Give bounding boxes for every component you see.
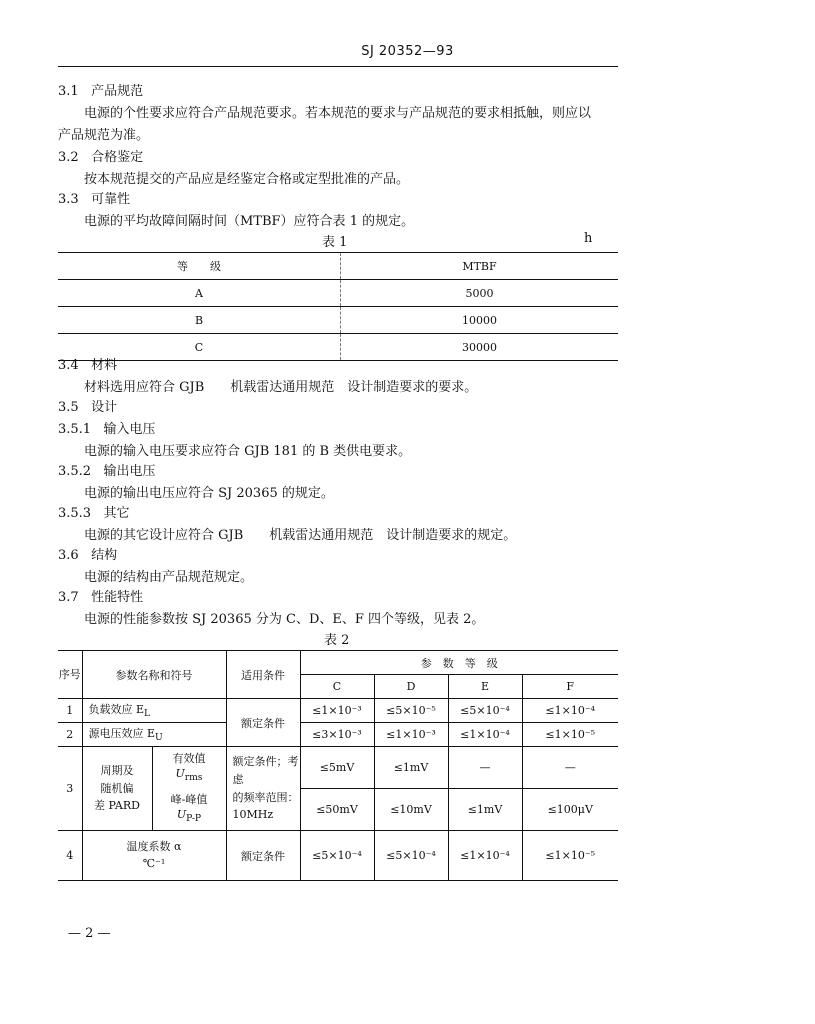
pard-line: 周期及 <box>100 764 134 778</box>
section-3-6-heading <box>58 544 117 563</box>
section-3-1-text-line-2: 产品规范为准。 <box>58 128 150 143</box>
section-number: 3.6 <box>58 548 79 563</box>
table-row <box>58 699 618 723</box>
section-3-2-text: 按本规范提交的产品应是经鉴定合格或定型批准的产品。 <box>84 172 410 187</box>
section-title: 结构 <box>91 548 118 563</box>
header-cond: 适用条件 <box>226 651 300 699</box>
grade-cell: B <box>58 307 341 334</box>
value-cell: ≤1mV <box>448 789 522 831</box>
cond-cell: 额定条件 <box>226 699 300 747</box>
table-row <box>58 280 618 307</box>
grade-c: C <box>300 675 374 699</box>
mtbf-cell: 5000 <box>341 280 619 307</box>
section-3-7-text: 电源的性能参数按 SJ 20365 分为 C、D、E、F 四个等级，见表 2。 <box>84 612 485 627</box>
table-1-unit: h <box>584 231 593 246</box>
section-number: 3.4 <box>58 358 79 373</box>
cond-cell: 额定条件 <box>226 831 300 881</box>
header-grade: 参 数 等 级 <box>300 651 618 675</box>
value-cell: ≤10mV <box>374 789 448 831</box>
section-number: 3.7 <box>58 590 79 605</box>
section-number: 3.5.1 <box>58 422 92 437</box>
pp-label-cell <box>152 789 226 831</box>
section-title: 设计 <box>91 400 118 415</box>
grade-d: D <box>374 675 448 699</box>
table-row <box>58 334 618 361</box>
table-header-row <box>58 253 618 280</box>
section-title: 材料 <box>91 358 118 373</box>
mtbf-cell: 10000 <box>341 307 619 334</box>
section-3-3-heading <box>58 188 130 207</box>
section-number: 3.5.3 <box>58 506 92 521</box>
section-title: 产品规范 <box>91 84 144 99</box>
cond-line: 额定条件；考虑 <box>232 755 299 786</box>
pard-line: 随机偏 <box>100 781 134 795</box>
value-cell: — <box>448 747 522 789</box>
value-cell: ≤1×10⁻³ <box>374 723 448 747</box>
section-title: 输入电压 <box>103 422 156 437</box>
param-cell <box>82 699 226 723</box>
seq-cell: 4 <box>58 831 82 881</box>
section-3-4-heading <box>58 354 117 373</box>
param-cell <box>82 723 226 747</box>
cond-line: 10MHz <box>232 808 274 822</box>
param-cell <box>82 831 226 881</box>
header-param: 参数名称和符号 <box>82 651 226 699</box>
section-title: 其它 <box>103 506 130 521</box>
value-cell: ≤1×10⁻⁵ <box>522 831 618 881</box>
table-row <box>58 307 618 334</box>
value-cell: ≤5×10⁻⁴ <box>300 831 374 881</box>
value-cell: ≤1×10⁻⁴ <box>522 699 618 723</box>
pard-label-cell <box>82 747 152 831</box>
section-title: 性能特性 <box>91 590 144 605</box>
section-3-3-text: 电源的平均故障间隔时间（MTBF）应符合表 1 的规定。 <box>84 214 415 229</box>
symbol-sub: rms <box>184 772 203 784</box>
section-3-4-text: 材料选用应符合 GJB 机载雷达通用规范 设计制造要求的要求。 <box>84 380 478 395</box>
table-row <box>58 723 618 747</box>
document-id-header: SJ 20352—93 <box>361 44 454 59</box>
header-rule <box>58 66 618 67</box>
value-cell: ≤50mV <box>300 789 374 831</box>
symbol-u: U <box>176 808 187 822</box>
symbol-sub: P-P <box>186 813 202 825</box>
seq-cell: 2 <box>58 723 82 747</box>
section-3-5-3-heading <box>58 502 130 521</box>
symbol-u: U <box>175 766 185 780</box>
section-3-5-1-text: 电源的输入电压要求应符合 GJB 181 的 B 类供电要求。 <box>84 444 412 459</box>
pp-label: 峰-峰值 <box>170 793 208 807</box>
value-cell: ≤5×10⁻⁴ <box>448 699 522 723</box>
header-seq: 序号 <box>58 651 82 699</box>
value-cell: — <box>522 747 618 789</box>
param-unit: ℃⁻¹ <box>142 856 166 870</box>
section-3-5-heading <box>58 396 117 415</box>
param-sub: U <box>155 732 163 744</box>
seq-cell: 1 <box>58 699 82 723</box>
seq-cell: 3 <box>58 747 82 831</box>
pard-line: 差 PARD <box>94 799 140 813</box>
value-cell: ≤100μV <box>522 789 618 831</box>
section-title: 可靠性 <box>91 192 131 207</box>
value-cell: ≤5×10⁻⁵ <box>374 699 448 723</box>
grade-f: F <box>522 675 618 699</box>
section-3-5-1-heading <box>58 418 156 437</box>
rms-label-cell <box>152 747 226 789</box>
grade-e: E <box>448 675 522 699</box>
rms-symbol <box>153 766 226 785</box>
section-3-5-2-text: 电源的输出电压应符合 SJ 20365 的规定。 <box>84 486 334 501</box>
section-3-5-2-heading <box>58 460 156 479</box>
grade-cell: A <box>58 280 341 307</box>
table-2 <box>58 650 618 881</box>
page-number: — 2 — <box>68 926 111 941</box>
section-3-6-text: 电源的结构由产品规范规定。 <box>84 570 254 585</box>
value-cell: ≤1mV <box>374 747 448 789</box>
section-number: 3.3 <box>58 192 79 207</box>
table-header-row <box>58 651 618 675</box>
section-3-7-heading <box>58 586 143 605</box>
table-row <box>58 831 618 881</box>
cond-line: 的频率范围： <box>232 790 299 804</box>
cond-cell <box>226 747 300 831</box>
header-mtbf: MTBF <box>341 253 619 280</box>
header-grade: 等 级 <box>58 253 341 280</box>
section-3-1-text-line-1: 电源的个性要求应符合产品规范要求。若本规范的要求与产品规范的要求相抵触，则应以 <box>84 106 592 121</box>
section-number: 3.1 <box>58 84 79 99</box>
param-name: 温度系数 α <box>126 840 182 853</box>
section-number: 3.2 <box>58 150 79 165</box>
section-3-1-heading <box>58 80 143 99</box>
value-cell: ≤1×10⁻⁴ <box>448 831 522 881</box>
param-sub: L <box>144 708 151 720</box>
param-name: 源电压效应 E <box>88 727 156 741</box>
section-title: 输出电压 <box>103 464 156 479</box>
table-1 <box>58 252 618 361</box>
value-cell: ≤1×10⁻⁵ <box>522 723 618 747</box>
value-cell: ≤1×10⁻⁴ <box>448 723 522 747</box>
table-2-caption: 表 2 <box>324 633 350 648</box>
mtbf-cell: 30000 <box>341 334 619 361</box>
value-cell: ≤5mV <box>300 747 374 789</box>
param-name: 负载效应 E <box>88 703 145 717</box>
section-number: 3.5.2 <box>58 464 92 479</box>
table-row <box>58 747 618 789</box>
section-number: 3.5 <box>58 400 79 415</box>
section-title: 合格鉴定 <box>91 150 144 165</box>
table-1-caption: 表 1 <box>322 235 348 250</box>
value-cell: ≤5×10⁻⁴ <box>374 831 448 881</box>
pp-symbol <box>153 807 226 826</box>
value-cell: ≤1×10⁻³ <box>300 699 374 723</box>
grade-cell: C <box>58 334 341 361</box>
section-3-2-heading <box>58 146 143 165</box>
rms-label: 有效值 <box>172 751 206 765</box>
value-cell: ≤3×10⁻³ <box>300 723 374 747</box>
section-3-5-3-text: 电源的其它设计应符合 GJB 机载雷达通用规范 设计制造要求的规定。 <box>84 528 517 543</box>
